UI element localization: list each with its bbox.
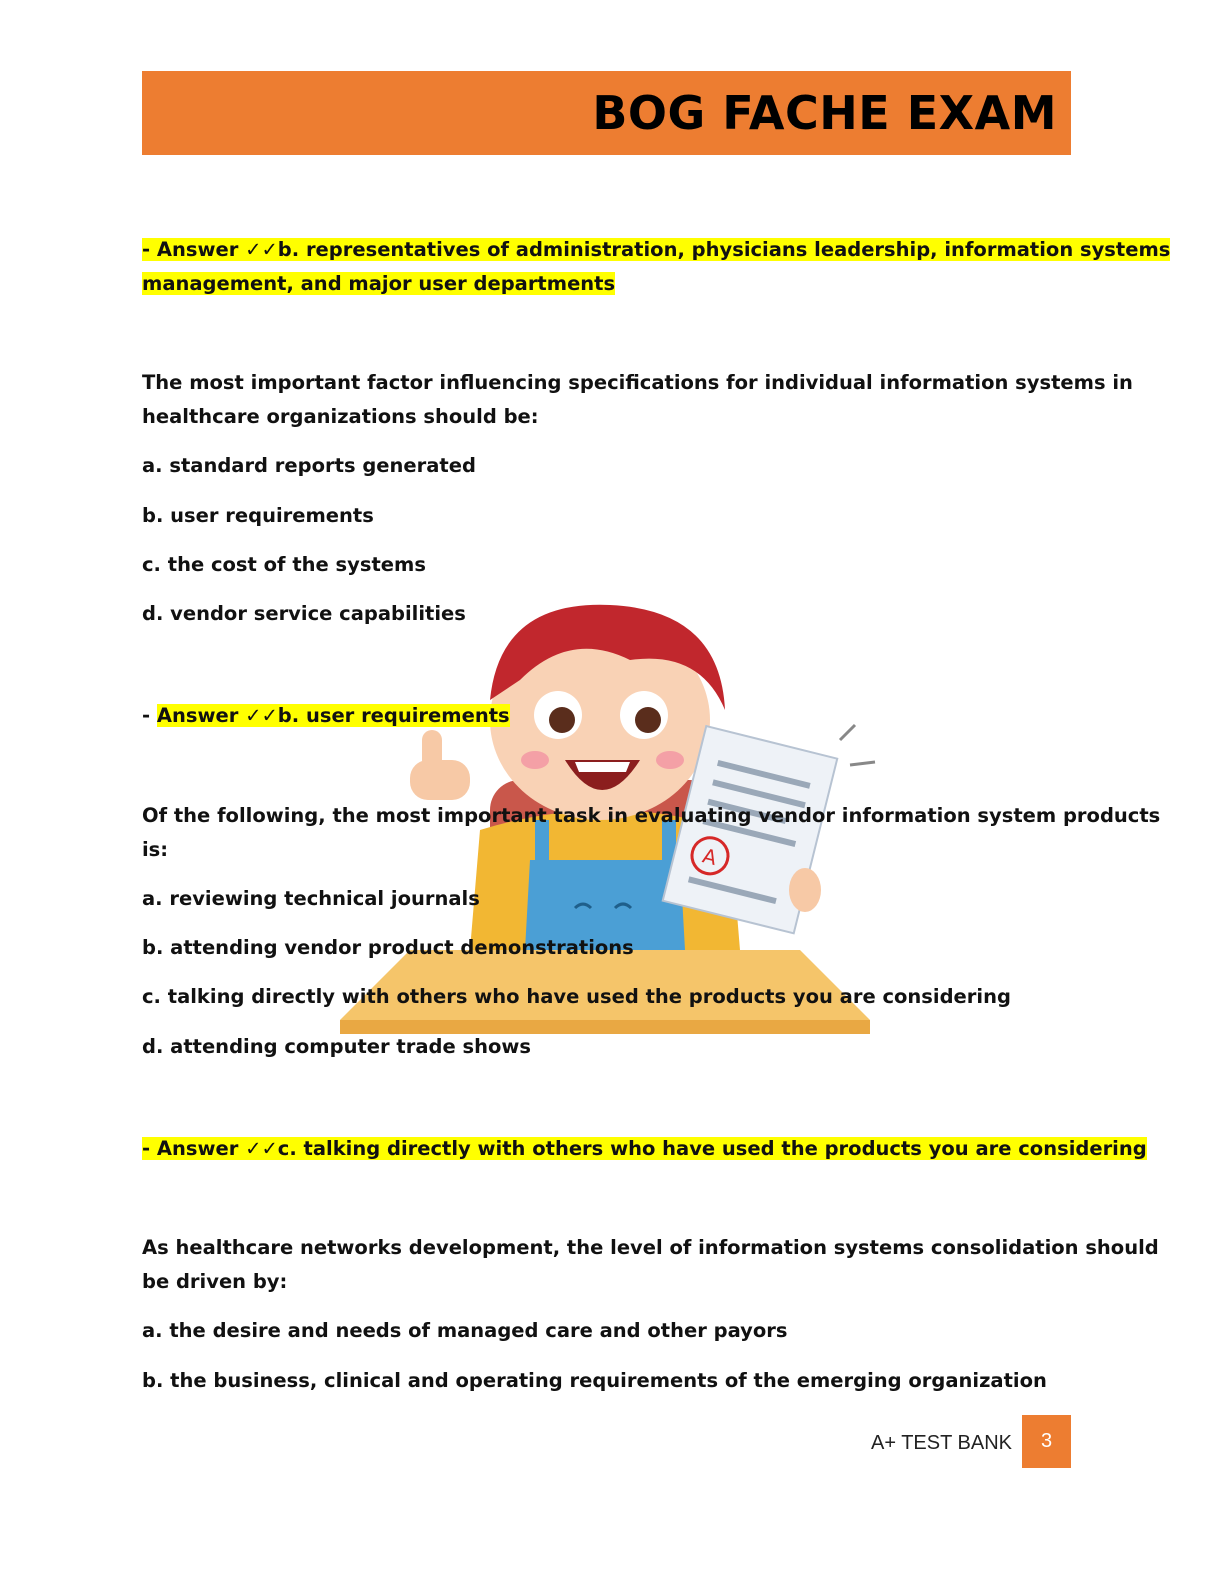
option-item: d. vendor service capabilities [142, 602, 466, 625]
answer-prefix: - [142, 704, 157, 727]
document-title: BOG FACHE EXAM [592, 86, 1057, 140]
page-number: 3 [1022, 1415, 1071, 1468]
option-item: b. user requirements [142, 504, 374, 527]
option-item: c. the cost of the systems [142, 553, 426, 576]
option-item: d. attending computer trade shows [142, 1035, 531, 1058]
option-item: a. standard reports generated [142, 454, 476, 477]
question-text: As healthcare networks development, the level of information systems consolidation should [142, 1236, 1159, 1259]
header-banner [142, 71, 1071, 155]
answer-line: Answer ✓✓b. user requirements [156, 704, 510, 727]
option-item: a. the desire and needs of managed care and other payors [142, 1319, 788, 1342]
option-item: b. the business, clinical and operating requirements of the emerging organization [142, 1369, 1047, 1392]
option-item: c. talking directly with others who have used the products you are considering [142, 985, 1011, 1008]
option-item: b. attending vendor product demonstrations [142, 936, 634, 959]
question-text: The most important factor influencing specifications for individual information systems in [142, 371, 1133, 394]
option-item: a. reviewing technical journals [142, 887, 480, 910]
answer-line: management, and major user departments [142, 272, 616, 295]
question-text: be driven by: [142, 1270, 288, 1293]
answer-line: - Answer ✓✓b. representatives of administration, physicians leadership, information systems [142, 238, 1171, 261]
question-text: healthcare organizations should be: [142, 405, 539, 428]
question-text: is: [142, 838, 169, 861]
footer-label: A+ TEST BANK [871, 1432, 1012, 1454]
answer-line: - Answer ✓✓c. talking directly with others who have used the products you are considering [142, 1137, 1147, 1160]
question-text: Of the following, the most important task in evaluating vendor information system products [142, 804, 1161, 827]
svg-text:A: A [700, 843, 720, 871]
